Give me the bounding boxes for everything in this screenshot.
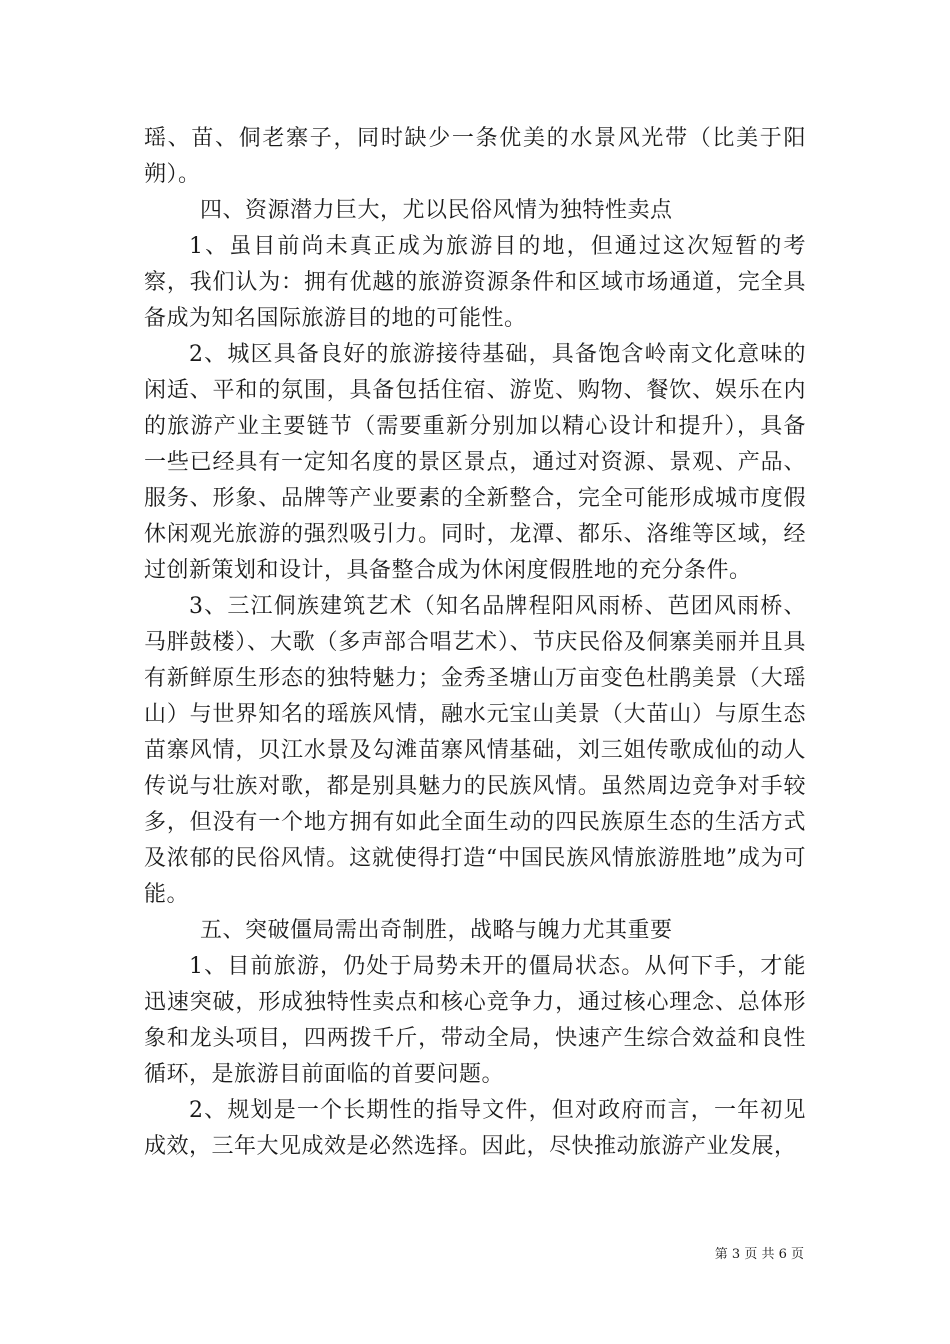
section-heading-4: 四、资源潜力巨大，尤以民俗风情为独特性卖点 (200, 198, 673, 223)
paragraph-4-3: 3、三江侗族建筑艺术（知名品牌程阳风雨桥、芭团风雨桥、马胖鼓楼）、大歌（多声部合唱艺术）、节庆民俗及侗寨美丽并且具有新鲜原生形态的独特魅力；金秀圣塘山万亩变色杜鹃美景（大瑶山）与世界知名的瑶族风情，融水元宝山美景（大苗山）与原生态苗寨风情，贝江水景及勾滩苗寨风情基础，刘三姐传歌成仙的动人传说与壮族对歌，都是别具魅力的民族风情。虽然周边竞争对手较多，但没有一个地方拥有如此全面生动的四民族原生态的生活方式及浓郁的民俗风情。这就使得打造“中国民族风情旅游胜地”成为可能。 (144, 594, 806, 907)
section-heading-5: 五、突破僵局需出奇制胜，战略与魄力尤其重要 (200, 918, 673, 943)
page-number-footer: 第 3 页 共 6 页 (714, 1247, 804, 1262)
document-body (144, 121, 806, 1165)
paragraph-5-1: 1、目前旅游，仍处于局势未开的僵局状态。从何下手，才能迅速突破，形成独特性卖点和核心竞争力，通过核心理念、总体形象和龙头项目，四两拨千斤，带动全局，快速产生综合效益和良性循环，是旅游目前面临的首要问题。 (144, 954, 806, 1087)
paragraph-4-2: 2、城区具备良好的旅游接待基础，具备饱含岭南文化意味的闲适、平和的氛围，具备包括住宿、游览、购物、餐饮、娱乐在内的旅游产业主要链节（需要重新分别加以精心设计和提升），具备一些已经具有一定知名度的景区景点，通过对资源、景观、产品、服务、形象、品牌等产业要素的全新整合，完全可能形成城市度假休闲观光旅游的强烈吸引力。同时，龙潭、都乐、洛维等区域，经过创新策划和设计，具备整合成为休闲度假胜地的充分条件。 (144, 342, 806, 583)
paragraph-4-1: 1、虽目前尚未真正成为旅游目的地，但通过这次短暂的考察，我们认为：拥有优越的旅游资源条件和区域市场通道，完全具备成为知名国际旅游目的地的可能性。 (144, 234, 806, 331)
paragraph-continuation: 瑶、苗、侗老寨子，同时缺少一条优美的水景风光带（比美于阳朔）。 (144, 126, 806, 187)
paragraph-5-2: 2、规划是一个长期性的指导文件，但对政府而言，一年初见成效，三年大见成效是必然选择。因此，尽快推动旅游产业发展， (144, 1098, 806, 1159)
